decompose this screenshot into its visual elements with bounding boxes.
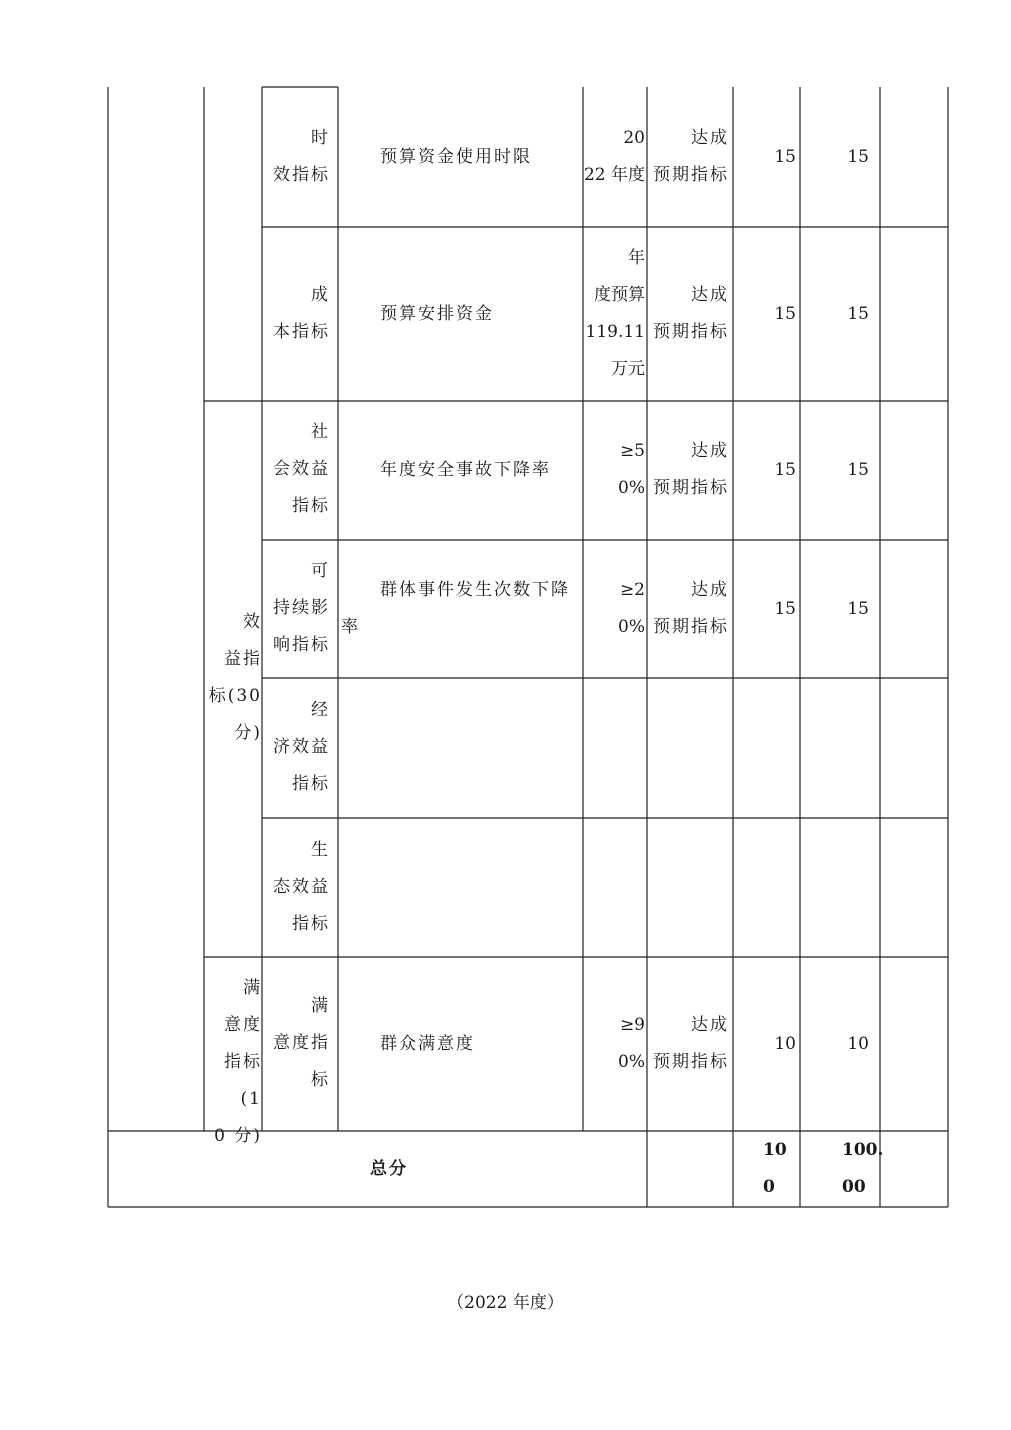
sub-indicator-label: 可 持续影 响指标 <box>273 561 330 655</box>
sub-indicator-label: 时 效指标 <box>273 128 330 185</box>
sub-indicator-label: 生 态效益 指标 <box>273 840 330 934</box>
actual-value: 达成 预期指标 <box>653 580 729 637</box>
score-value: 15 <box>847 147 869 167</box>
score-value: 15 <box>847 304 869 324</box>
sub-indicator-label: 满 意度指 标 <box>273 996 330 1090</box>
target-value: ≥9 0% <box>618 1015 645 1072</box>
indicator-name: 群众满意度 <box>380 1034 475 1054</box>
weight-value: 15 <box>774 147 796 167</box>
score-value: 15 <box>847 460 869 480</box>
actual-value: 达成 预期指标 <box>653 285 729 342</box>
score-value: 10 <box>847 1034 869 1054</box>
target-value: ≥2 0% <box>618 580 645 637</box>
group-satisfaction-label: 满 意度 指标(1 0 分) <box>214 978 262 1146</box>
total-label: 总分 <box>370 1159 408 1179</box>
total-score: 100. 00 <box>842 1140 884 1197</box>
score-value: 15 <box>847 599 869 619</box>
weight-value: 15 <box>774 460 796 480</box>
footer-year: （2022 年度） <box>447 1293 564 1313</box>
indicator-name: 预算资金使用时限 <box>380 147 532 167</box>
sub-indicator-label: 成 本指标 <box>273 285 330 342</box>
group-benefit-label: 效 益指 标(30 分) <box>208 612 262 743</box>
weight-value: 15 <box>774 599 796 619</box>
indicator-name: 年度安全事故下降率 <box>380 460 551 480</box>
target-value: 20 22 年度 <box>583 128 645 185</box>
sub-indicator-label: 经 济效益 指标 <box>273 700 330 794</box>
indicator-name: 预算安排资金 <box>380 304 494 324</box>
weight-value: 15 <box>774 304 796 324</box>
sub-indicator-label: 社 会效益 指标 <box>273 422 330 516</box>
actual-value: 达成 预期指标 <box>653 1015 729 1072</box>
target-value: ≥5 0% <box>618 441 645 498</box>
target-value: 年 度预算 119.11 万元 <box>585 248 645 379</box>
indicator-name: 群体事件发生次数下降 <box>380 580 570 600</box>
weight-value: 10 <box>774 1034 796 1054</box>
indicator-name-continued: 率 <box>341 617 358 637</box>
total-weight: 10 0 <box>763 1140 787 1197</box>
actual-value: 达成 预期指标 <box>653 441 729 498</box>
actual-value: 达成 预期指标 <box>653 128 729 185</box>
